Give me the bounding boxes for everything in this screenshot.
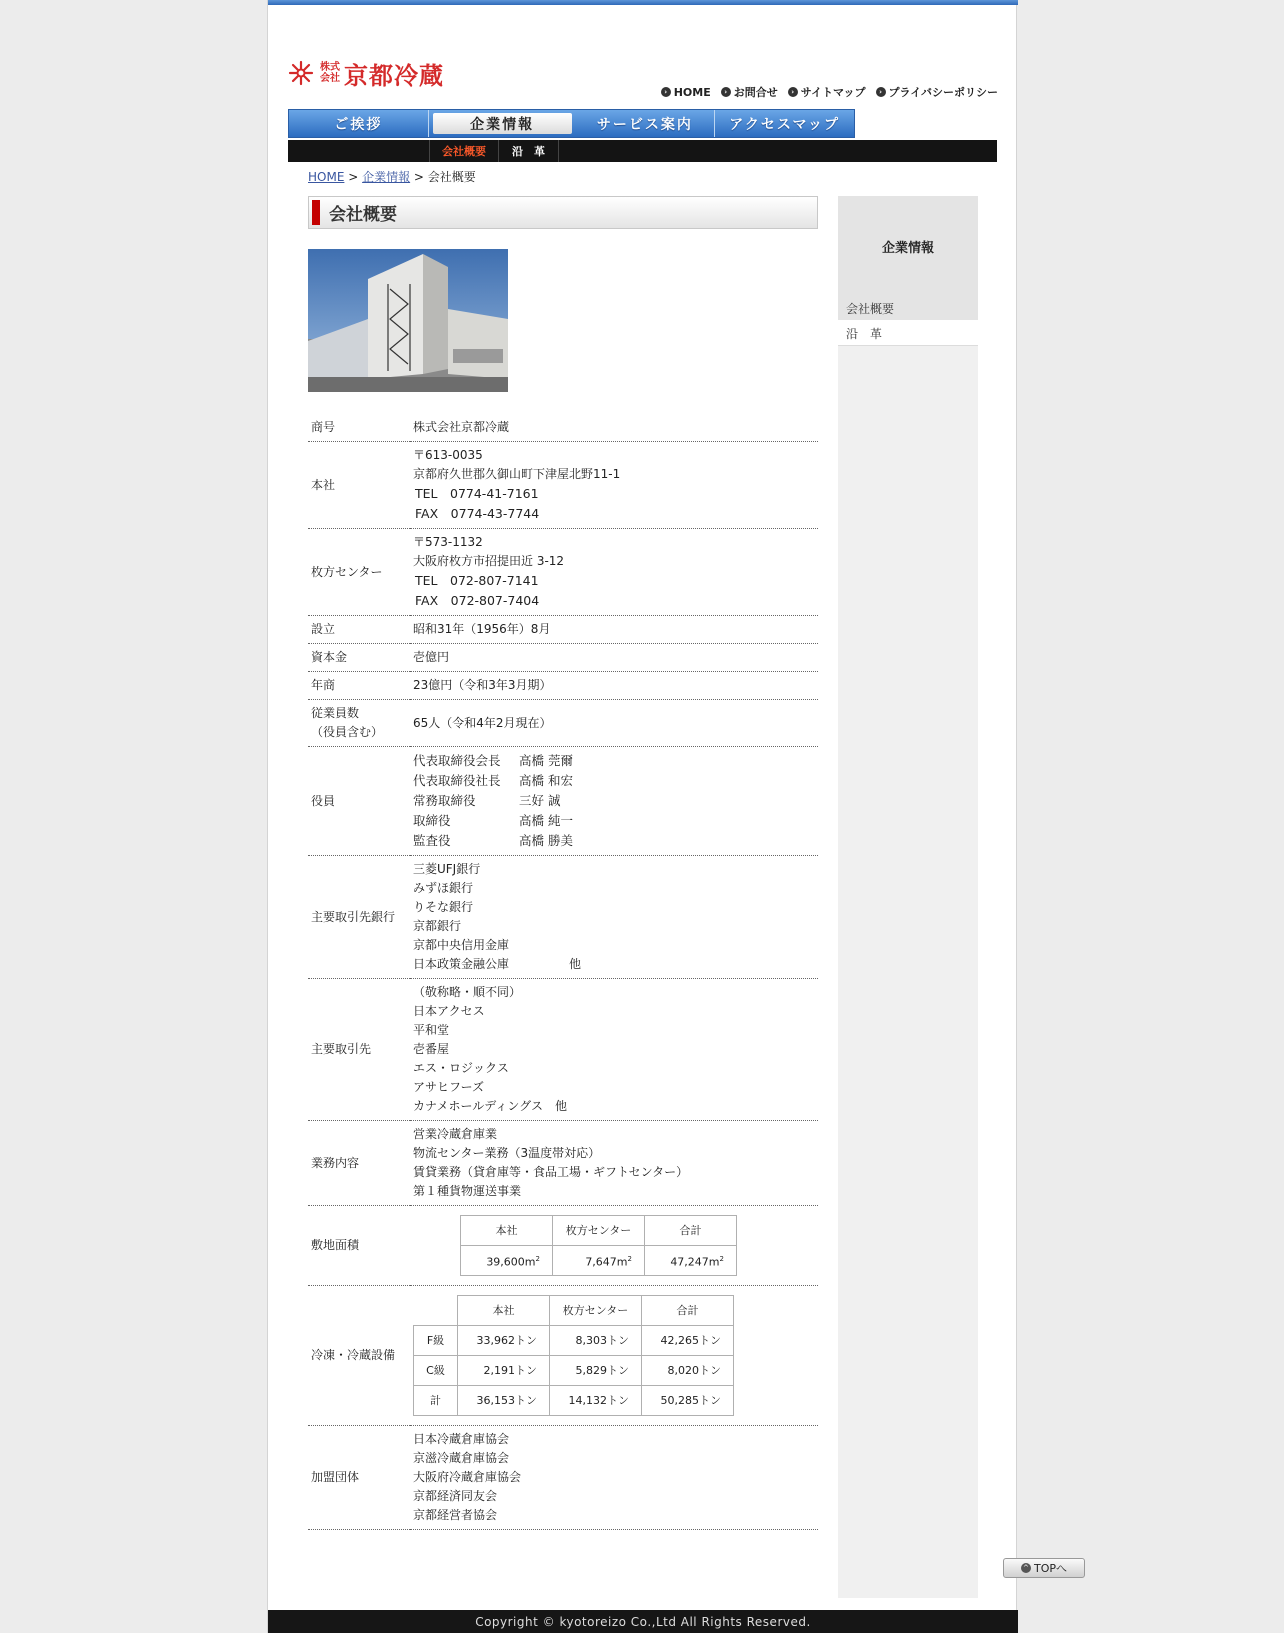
breadcrumb xyxy=(308,168,476,185)
list-item: 京都経済同友会 xyxy=(413,1489,498,1503)
footer-copyright: Copyright © kyotoreizo Co.,Ltd All Rights Reserved. xyxy=(268,1610,1018,1633)
officer-name: 高橋 莞爾 xyxy=(519,753,573,768)
list-item: 京都銀行 xyxy=(413,919,462,933)
unit-superscript: 2 xyxy=(719,1254,724,1263)
table-cell xyxy=(461,1246,553,1276)
table-row xyxy=(308,856,818,979)
list-item: 日本冷蔵倉庫協会 xyxy=(413,1432,510,1446)
table-header: 本社 xyxy=(458,1296,550,1326)
row-label: 加盟団体 xyxy=(308,1426,410,1530)
table-cell: 36,153トン xyxy=(458,1386,550,1416)
row-value xyxy=(410,1121,818,1206)
fax: FAX 072-807-7404 xyxy=(415,593,540,608)
grade-label: 計 xyxy=(414,1386,458,1416)
list-item: カナメホールディングス 他 xyxy=(413,1099,567,1113)
table-corner xyxy=(414,1296,458,1326)
table-row xyxy=(308,747,818,856)
list-item-text: 日本政策金融公庫 xyxy=(413,957,510,971)
row-value xyxy=(410,1206,818,1286)
officer-role: 常務取締役 xyxy=(413,793,476,808)
link-privacy[interactable] xyxy=(876,84,998,100)
row-value xyxy=(410,529,818,616)
list-item: 京都経営者協会 xyxy=(413,1508,498,1522)
tel: TEL 0774-41-7161 xyxy=(415,486,539,501)
back-to-top-button[interactable] xyxy=(1003,1558,1085,1578)
row-value xyxy=(410,856,818,979)
row-label: 本社 xyxy=(308,442,410,529)
cell-value: 47,247m xyxy=(670,1255,720,1269)
subnav-overview[interactable]: 会社概要 xyxy=(429,140,499,162)
table-cell: 8,303トン xyxy=(550,1326,642,1356)
table-row xyxy=(308,979,818,1121)
officer-name: 高橋 勝美 xyxy=(519,833,573,848)
table-cell: 5,829トン xyxy=(550,1356,642,1386)
snowflake-logo-icon xyxy=(288,60,314,86)
address: 大阪府枚方市招提田近 3-12 xyxy=(413,554,565,568)
logo-name: 京都冷蔵 xyxy=(344,61,444,90)
officer-name: 三好 誠 xyxy=(519,793,561,808)
table-header: 合計 xyxy=(642,1296,734,1326)
link-sitemap-label: サイトマップ xyxy=(800,86,866,99)
officer-role: 監査役 xyxy=(413,833,451,848)
company-logo[interactable] xyxy=(288,58,444,88)
row-label: 設立 xyxy=(308,616,410,644)
page-container xyxy=(267,0,1067,1633)
building-photo xyxy=(308,249,508,392)
breadcrumb-current: 会社概要 xyxy=(427,170,476,184)
table-cell: 50,285トン xyxy=(642,1386,734,1416)
table-row xyxy=(308,1206,818,1286)
row-label: 業務内容 xyxy=(308,1121,410,1206)
main-content xyxy=(308,196,818,1530)
global-nav xyxy=(288,109,855,138)
row-label: 商号 xyxy=(308,414,410,442)
chevron-right-icon: › xyxy=(661,87,671,97)
link-contact[interactable] xyxy=(721,84,778,100)
chevron-right-icon: › xyxy=(788,87,798,97)
land-area-table xyxy=(460,1215,737,1276)
link-sitemap[interactable] xyxy=(788,84,866,100)
list-item: 大阪府冷蔵倉庫協会 xyxy=(413,1470,522,1484)
grade-label: F級 xyxy=(414,1326,458,1356)
table-header: 本社 xyxy=(461,1216,553,1246)
breadcrumb-section[interactable]: 企業情報 xyxy=(362,170,411,184)
table-row xyxy=(414,1386,734,1416)
table-row xyxy=(308,644,818,672)
table-cell: 8,020トン xyxy=(642,1356,734,1386)
freezer-capacity-table xyxy=(413,1295,734,1416)
row-value: 昭和31年（1956年）8月 xyxy=(410,616,818,644)
nav-services[interactable]: サービス案内 xyxy=(576,110,716,137)
row-value: 23億円（令和3年3月期） xyxy=(410,672,818,700)
link-home-label: HOME xyxy=(673,85,711,99)
address: 京都府久世郡久御山町下津屋北野11-1 xyxy=(413,467,621,481)
officer-role: 代表取締役会長 xyxy=(413,753,501,768)
sidebar-title: 企業情報 xyxy=(838,196,978,296)
nav-greeting[interactable]: ご挨拶 xyxy=(289,110,429,137)
logo-prefix-top: 株式 xyxy=(320,62,340,73)
tel: TEL 072-807-7141 xyxy=(415,573,539,588)
row-label: 主要取引先 xyxy=(308,979,410,1121)
officer-name: 高橋 和宏 xyxy=(519,773,573,788)
list-item: 京都中央信用金庫 xyxy=(413,938,510,952)
row-value xyxy=(410,747,818,856)
top-accent-bar xyxy=(268,0,1018,5)
unit-superscript: 2 xyxy=(535,1254,540,1263)
table-row xyxy=(414,1356,734,1386)
table-row xyxy=(308,529,818,616)
row-label: 年商 xyxy=(308,672,410,700)
chevron-right-icon: › xyxy=(876,87,886,97)
row-value xyxy=(410,979,818,1121)
row-value: 65人（令和4年2月現在） xyxy=(410,700,818,747)
row-value xyxy=(410,442,818,529)
chevron-up-icon: ^ xyxy=(1021,1563,1031,1573)
row-label: 枚方センター xyxy=(308,529,410,616)
table-row xyxy=(308,442,818,529)
table-header: 枚方センター xyxy=(553,1216,645,1246)
sidebar-item-overview[interactable]: 会社概要 xyxy=(838,296,978,321)
breadcrumb-home[interactable]: HOME xyxy=(308,170,345,184)
row-label: 敷地面積 xyxy=(308,1206,410,1286)
subnav-history[interactable]: 沿 革 xyxy=(499,140,559,162)
list-suffix: 他 xyxy=(569,957,582,971)
row-label: 冷凍・冷蔵設備 xyxy=(308,1286,410,1426)
row-label-line: 従業員数 xyxy=(311,706,360,720)
list-item: エス・ロジックス xyxy=(413,1061,509,1075)
row-label-line: （役員含む） xyxy=(311,725,384,739)
table-header: 枚方センター xyxy=(550,1296,642,1326)
table-cell: 33,962トン xyxy=(458,1326,550,1356)
officer-name: 高橋 純一 xyxy=(519,813,573,828)
company-info-table xyxy=(308,414,818,1530)
list-item: 賃貸業務（貸倉庫等・食品工場・ギフトセンター） xyxy=(413,1165,689,1179)
row-value xyxy=(410,1286,818,1426)
list-item: 日本アクセス xyxy=(413,1004,485,1018)
officer-role: 取締役 xyxy=(413,813,451,828)
unit-superscript: 2 xyxy=(627,1254,632,1263)
list-item xyxy=(413,955,815,974)
logo-prefix xyxy=(320,62,340,84)
sidebar-item-history[interactable]: 沿 革 xyxy=(838,321,978,346)
list-item: りそな銀行 xyxy=(413,900,474,914)
table-cell: 14,132トン xyxy=(550,1386,642,1416)
table-row xyxy=(308,616,818,644)
table-row xyxy=(308,672,818,700)
nav-company-info[interactable]: 企業情報 xyxy=(433,113,572,134)
table-row xyxy=(461,1246,737,1276)
table-row xyxy=(308,1426,818,1530)
row-value xyxy=(410,1426,818,1530)
table-cell: 42,265トン xyxy=(642,1326,734,1356)
officer-role: 代表取締役社長 xyxy=(413,773,501,788)
table-cell xyxy=(553,1246,645,1276)
row-value: 壱億円 xyxy=(410,644,818,672)
logo-prefix-bottom: 会社 xyxy=(320,73,340,84)
table-row xyxy=(308,414,818,442)
table-cell: 2,191トン xyxy=(458,1356,550,1386)
table-header-row xyxy=(414,1296,734,1326)
list-item: 第１種貨物運送事業 xyxy=(413,1184,522,1198)
zip-code: 〒613-0035 xyxy=(413,448,483,462)
officer-list xyxy=(413,751,815,851)
table-row xyxy=(308,700,818,747)
table-cell xyxy=(645,1246,737,1276)
list-item: 京滋冷蔵倉庫協会 xyxy=(413,1451,510,1465)
table-row xyxy=(308,1121,818,1206)
link-home[interactable] xyxy=(661,84,711,100)
link-contact-label: お問合せ xyxy=(733,86,778,99)
list-item: 物流センター業務（3温度帯対応） xyxy=(413,1146,601,1160)
cell-value: 39,600m xyxy=(486,1255,536,1269)
fax: FAX 0774-43-7744 xyxy=(415,506,540,521)
row-label: 主要取引先銀行 xyxy=(308,856,410,979)
list-item: 三菱UFJ銀行 xyxy=(413,862,481,876)
sub-nav xyxy=(288,140,997,162)
chevron-right-icon: › xyxy=(721,87,731,97)
row-value: 株式会社京都冷蔵 xyxy=(410,414,818,442)
list-item: アサヒフーズ xyxy=(413,1080,485,1094)
row-label: 役員 xyxy=(308,747,410,856)
table-row xyxy=(414,1326,734,1356)
list-item: 営業冷蔵倉庫業 xyxy=(413,1127,498,1141)
utility-links xyxy=(661,84,998,100)
sidebar xyxy=(838,196,978,1598)
list-item: 壱番屋 xyxy=(413,1042,450,1056)
list-item: みずほ銀行 xyxy=(413,881,474,895)
row-label xyxy=(308,700,410,747)
page-title: 会社概要 xyxy=(308,196,818,229)
zip-code: 〒573-1132 xyxy=(413,535,483,549)
breadcrumb-separator: > xyxy=(410,170,428,184)
list-item: 平和堂 xyxy=(413,1023,450,1037)
cell-value: 7,647m xyxy=(585,1255,628,1269)
table-header-row xyxy=(461,1216,737,1246)
breadcrumb-separator: > xyxy=(344,170,363,184)
table-header: 合計 xyxy=(645,1216,737,1246)
clients-note: （敬称略・順不同） xyxy=(413,985,522,999)
link-privacy-label: プライバシーポリシー xyxy=(888,86,998,99)
grade-label: C級 xyxy=(414,1356,458,1386)
table-row xyxy=(308,1286,818,1426)
nav-access-map[interactable]: アクセスマップ xyxy=(729,116,840,133)
back-to-top-label: TOPへ xyxy=(1033,1562,1067,1575)
row-label: 資本金 xyxy=(308,644,410,672)
